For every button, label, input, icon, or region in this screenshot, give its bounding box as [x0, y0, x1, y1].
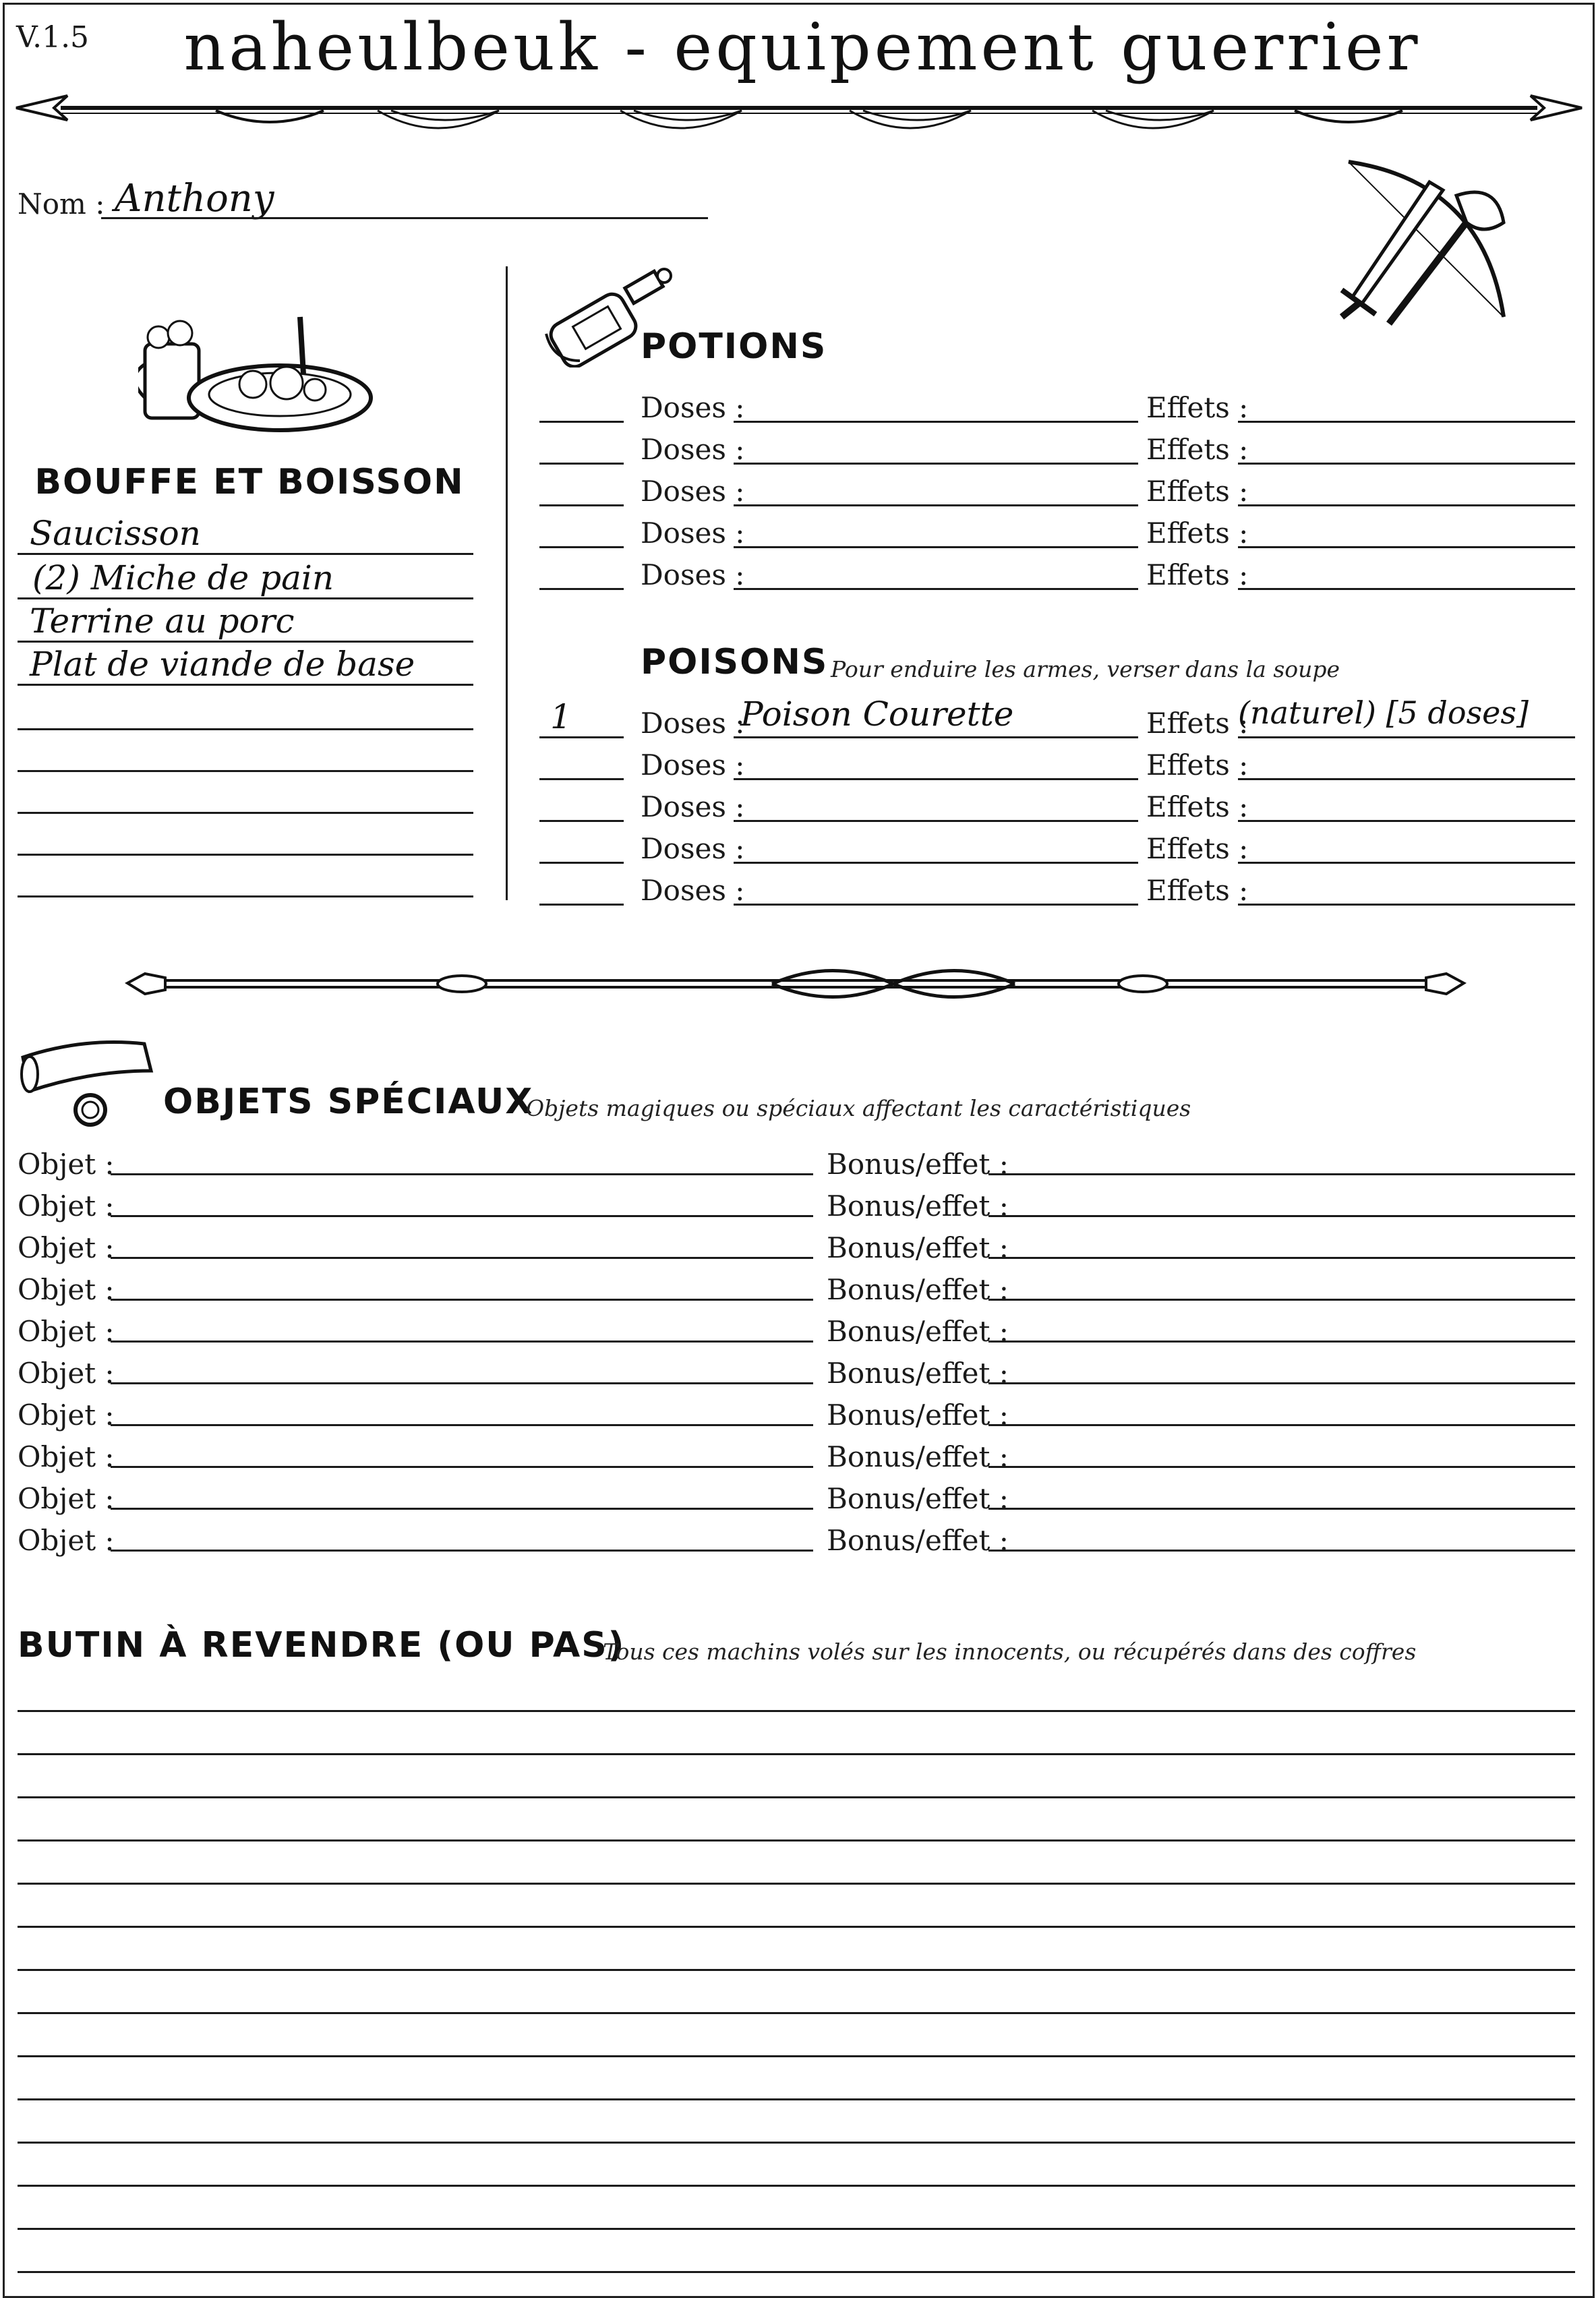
potion-effects-label: Effets :: [1146, 433, 1249, 466]
object-label: Objet :: [18, 1315, 115, 1348]
object-line: [111, 1257, 813, 1259]
poison-qty-line: [539, 862, 624, 864]
page-title: naheulbeuk - equipement guerrier: [183, 9, 1421, 85]
poison-effects-label: Effets :: [1146, 832, 1249, 865]
food-item[interactable]: Saucisson: [30, 514, 201, 553]
poison-qty-line: [539, 820, 624, 822]
potion-dose-line: [734, 504, 1138, 506]
loot-line: [18, 2271, 1575, 2273]
poison-doses-label: Doses :: [641, 874, 745, 907]
object-label: Objet :: [18, 1398, 115, 1432]
bonus-line: [988, 1466, 1575, 1468]
poison-dose-line: [734, 862, 1138, 864]
poison-qty-line: [539, 778, 624, 780]
object-line: [111, 1466, 813, 1468]
scroll-ring-icon: [16, 1030, 158, 1131]
object-label: Objet :: [18, 1482, 115, 1515]
loot-line: [18, 2012, 1575, 2014]
name-underline: [101, 217, 708, 219]
bonus-line: [988, 1382, 1575, 1384]
special-subtitle: Objets magiques ou spéciaux affectant les caractéristiques: [526, 1095, 1191, 1121]
food-line: [18, 728, 473, 730]
potion-effect-line: [1238, 463, 1575, 465]
bonus-label: Bonus/effet :: [827, 1440, 1009, 1473]
poison-doses-label: Doses :: [641, 748, 745, 782]
potion-effect-line: [1238, 588, 1575, 590]
poison-dose[interactable]: Poison Courette: [740, 695, 1014, 734]
bonus-label: Bonus/effet :: [827, 1231, 1009, 1264]
food-heading: BOUFFE ET BOISSON: [34, 462, 465, 502]
food-line: [18, 597, 473, 599]
bonus-line: [988, 1173, 1575, 1175]
object-label: Objet :: [18, 1357, 115, 1390]
loot-line: [18, 1710, 1575, 1712]
potion-effects-label: Effets :: [1146, 475, 1249, 508]
object-label: Objet :: [18, 1231, 115, 1264]
poison-effects-label: Effets :: [1146, 707, 1249, 740]
bonus-label: Bonus/effet :: [827, 1273, 1009, 1306]
object-line: [111, 1173, 813, 1175]
loot-line: [18, 2185, 1575, 2187]
bonus-line: [988, 1508, 1575, 1510]
spear-divider-icon: [13, 86, 1585, 147]
potion-dose-line: [734, 421, 1138, 423]
loot-line: [18, 1883, 1575, 1885]
object-line: [111, 1215, 813, 1217]
poison-effects-label: Effets :: [1146, 874, 1249, 907]
bonus-label: Bonus/effet :: [827, 1148, 1009, 1181]
potion-dose-line: [734, 588, 1138, 590]
bonus-line: [988, 1550, 1575, 1552]
object-line: [111, 1550, 813, 1552]
bonus-line: [988, 1424, 1575, 1426]
object-line: [111, 1508, 813, 1510]
potion-effects-label: Effets :: [1146, 558, 1249, 591]
poison-qty-line: [539, 904, 624, 906]
potion-qty-line: [539, 463, 624, 465]
special-heading: OBJETS SPÉCIAUX: [163, 1082, 534, 1122]
poison-dose-line: [734, 778, 1138, 780]
name-field[interactable]: Anthony: [115, 177, 274, 220]
version-label: V.1.5: [16, 20, 90, 55]
object-label: Objet :: [18, 1148, 115, 1181]
poison-effect-line: [1238, 736, 1575, 738]
poison-doses-label: Doses :: [641, 707, 745, 740]
potion-doses-label: Doses :: [641, 517, 745, 550]
bonus-line: [988, 1340, 1575, 1343]
potion-dose-line: [734, 463, 1138, 465]
poison-qty-line: [539, 736, 624, 738]
potion-doses-label: Doses :: [641, 558, 745, 591]
bonus-label: Bonus/effet :: [827, 1482, 1009, 1515]
staff-divider-icon: [125, 958, 1467, 1011]
poison-effect-line: [1238, 820, 1575, 822]
loot-line: [18, 1753, 1575, 1755]
potion-qty-line: [539, 588, 624, 590]
potion-doses-label: Doses :: [641, 391, 745, 424]
poisons-heading: POISONS: [641, 642, 829, 682]
potion-doses-label: Doses :: [641, 433, 745, 466]
food-line: [18, 553, 473, 555]
potion-doses-label: Doses :: [641, 475, 745, 508]
loot-line: [18, 1796, 1575, 1798]
bonus-label: Bonus/effet :: [827, 1315, 1009, 1348]
bonus-line: [988, 1299, 1575, 1301]
loot-line: [18, 2228, 1575, 2230]
bonus-line: [988, 1215, 1575, 1217]
bonus-label: Bonus/effet :: [827, 1398, 1009, 1432]
potion-qty-line: [539, 546, 624, 548]
column-divider: [506, 266, 508, 900]
potion-qty-line: [539, 421, 624, 423]
potion-qty-line: [539, 504, 624, 506]
food-line: [18, 895, 473, 897]
food-line: [18, 854, 473, 856]
loot-subtitle: Tous ces machins volés sur les innocents, ou récupérés dans des coffres: [603, 1639, 1417, 1665]
bonus-label: Bonus/effet :: [827, 1524, 1009, 1557]
object-label: Objet :: [18, 1273, 115, 1306]
loot-line: [18, 2055, 1575, 2057]
poison-dose-line: [734, 820, 1138, 822]
object-label: Objet :: [18, 1524, 115, 1557]
potion-effects-label: Effets :: [1146, 517, 1249, 550]
potion-effect-line: [1238, 421, 1575, 423]
poison-effect-line: [1238, 862, 1575, 864]
loot-line: [18, 2142, 1575, 2144]
food-line: [18, 770, 473, 772]
poison-doses-label: Doses :: [641, 832, 745, 865]
potion-effect-line: [1238, 504, 1575, 506]
loot-line: [18, 1926, 1575, 1928]
potion-dose-line: [734, 546, 1138, 548]
poison-effects-label: Effets :: [1146, 748, 1249, 782]
loot-line: [18, 1969, 1575, 1971]
name-label: Nom :: [18, 187, 105, 220]
poison-effect-line: [1238, 778, 1575, 780]
bonus-label: Bonus/effet :: [827, 1357, 1009, 1390]
loot-line: [18, 2098, 1575, 2100]
food-item[interactable]: Terrine au porc: [30, 601, 295, 641]
food-line: [18, 684, 473, 686]
poison-doses-label: Doses :: [641, 790, 745, 823]
object-line: [111, 1299, 813, 1301]
bonus-label: Bonus/effet :: [827, 1189, 1009, 1222]
poison-dose-line: [734, 736, 1138, 738]
weapons-icon: [1322, 155, 1524, 337]
poison-effect[interactable]: (naturel) [5 doses]: [1238, 695, 1529, 731]
poisons-subtitle: Pour enduire les armes, verser dans la soupe: [831, 656, 1340, 682]
object-line: [111, 1424, 813, 1426]
poison-qty[interactable]: 1: [550, 697, 572, 736]
food-line: [18, 812, 473, 814]
potion-effect-line: [1238, 546, 1575, 548]
bonus-line: [988, 1257, 1575, 1259]
poison-effect-line: [1238, 904, 1575, 906]
potion-effects-label: Effets :: [1146, 391, 1249, 424]
object-label: Objet :: [18, 1189, 115, 1222]
loot-line: [18, 1839, 1575, 1842]
loot-heading: BUTIN À REVENDRE (OU PAS): [18, 1625, 626, 1666]
food-icon: [138, 303, 381, 438]
food-item[interactable]: Plat de viande de base: [30, 645, 415, 684]
potions-heading: POTIONS: [641, 326, 827, 367]
poison-effects-label: Effets :: [1146, 790, 1249, 823]
object-line: [111, 1382, 813, 1384]
object-line: [111, 1340, 813, 1343]
object-label: Objet :: [18, 1440, 115, 1473]
food-line: [18, 641, 473, 643]
poison-dose-line: [734, 904, 1138, 906]
food-item[interactable]: (2) Miche de pain: [32, 558, 334, 597]
